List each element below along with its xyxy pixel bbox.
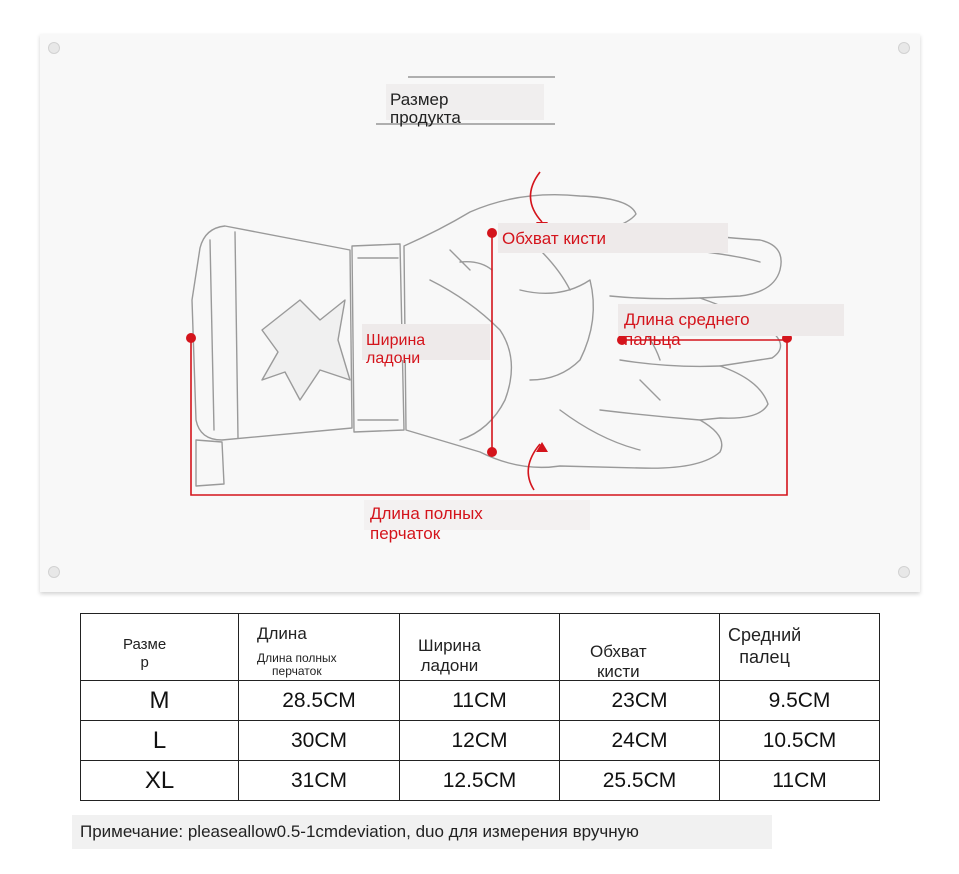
wrist-cell: 24CM <box>560 721 720 761</box>
length-cell: 30CM <box>239 721 400 761</box>
palm-cell: 12.5CM <box>400 761 560 801</box>
size-cell: M <box>81 681 239 721</box>
palm-cell: 11CM <box>400 681 560 721</box>
wrist-label: Обхват кисти <box>502 229 607 248</box>
size-cell: L <box>81 721 239 761</box>
header-wrist: Обхват кисти <box>560 614 720 681</box>
header-length: Длина Длина полных перчаток <box>239 614 400 681</box>
glove-length-label: Длина полных перчаток <box>370 504 483 543</box>
middle-finger-label: Длина среднего пальца <box>624 310 750 349</box>
palm-cell: 12CM <box>400 721 560 761</box>
header-palm-width: Ширина ладони <box>400 614 560 681</box>
size-table <box>80 613 880 801</box>
header-middle-finger: Средний палец <box>720 614 880 681</box>
wrist-cell: 23CM <box>560 681 720 721</box>
length-cell: 31CM <box>239 761 400 801</box>
header-size: Разме р <box>81 614 239 681</box>
table-row <box>81 681 880 721</box>
middle-cell: 9.5CM <box>720 681 880 721</box>
middle-cell: 11CM <box>720 761 880 801</box>
measurement-note: Примечание: pleaseallow0.5-1cmdeviation, duo для измерения вручную <box>72 815 772 849</box>
wrist-cell: 25.5CM <box>560 761 720 801</box>
middle-cell: 10.5CM <box>720 721 880 761</box>
table-row <box>81 761 880 801</box>
diagram-title: Размер продукта <box>390 90 461 127</box>
length-cell: 28.5CM <box>239 681 400 721</box>
table-row <box>81 721 880 761</box>
palm-width-label: Ширина ладони <box>366 332 426 367</box>
table-header-row <box>81 614 880 681</box>
size-cell: XL <box>81 761 239 801</box>
